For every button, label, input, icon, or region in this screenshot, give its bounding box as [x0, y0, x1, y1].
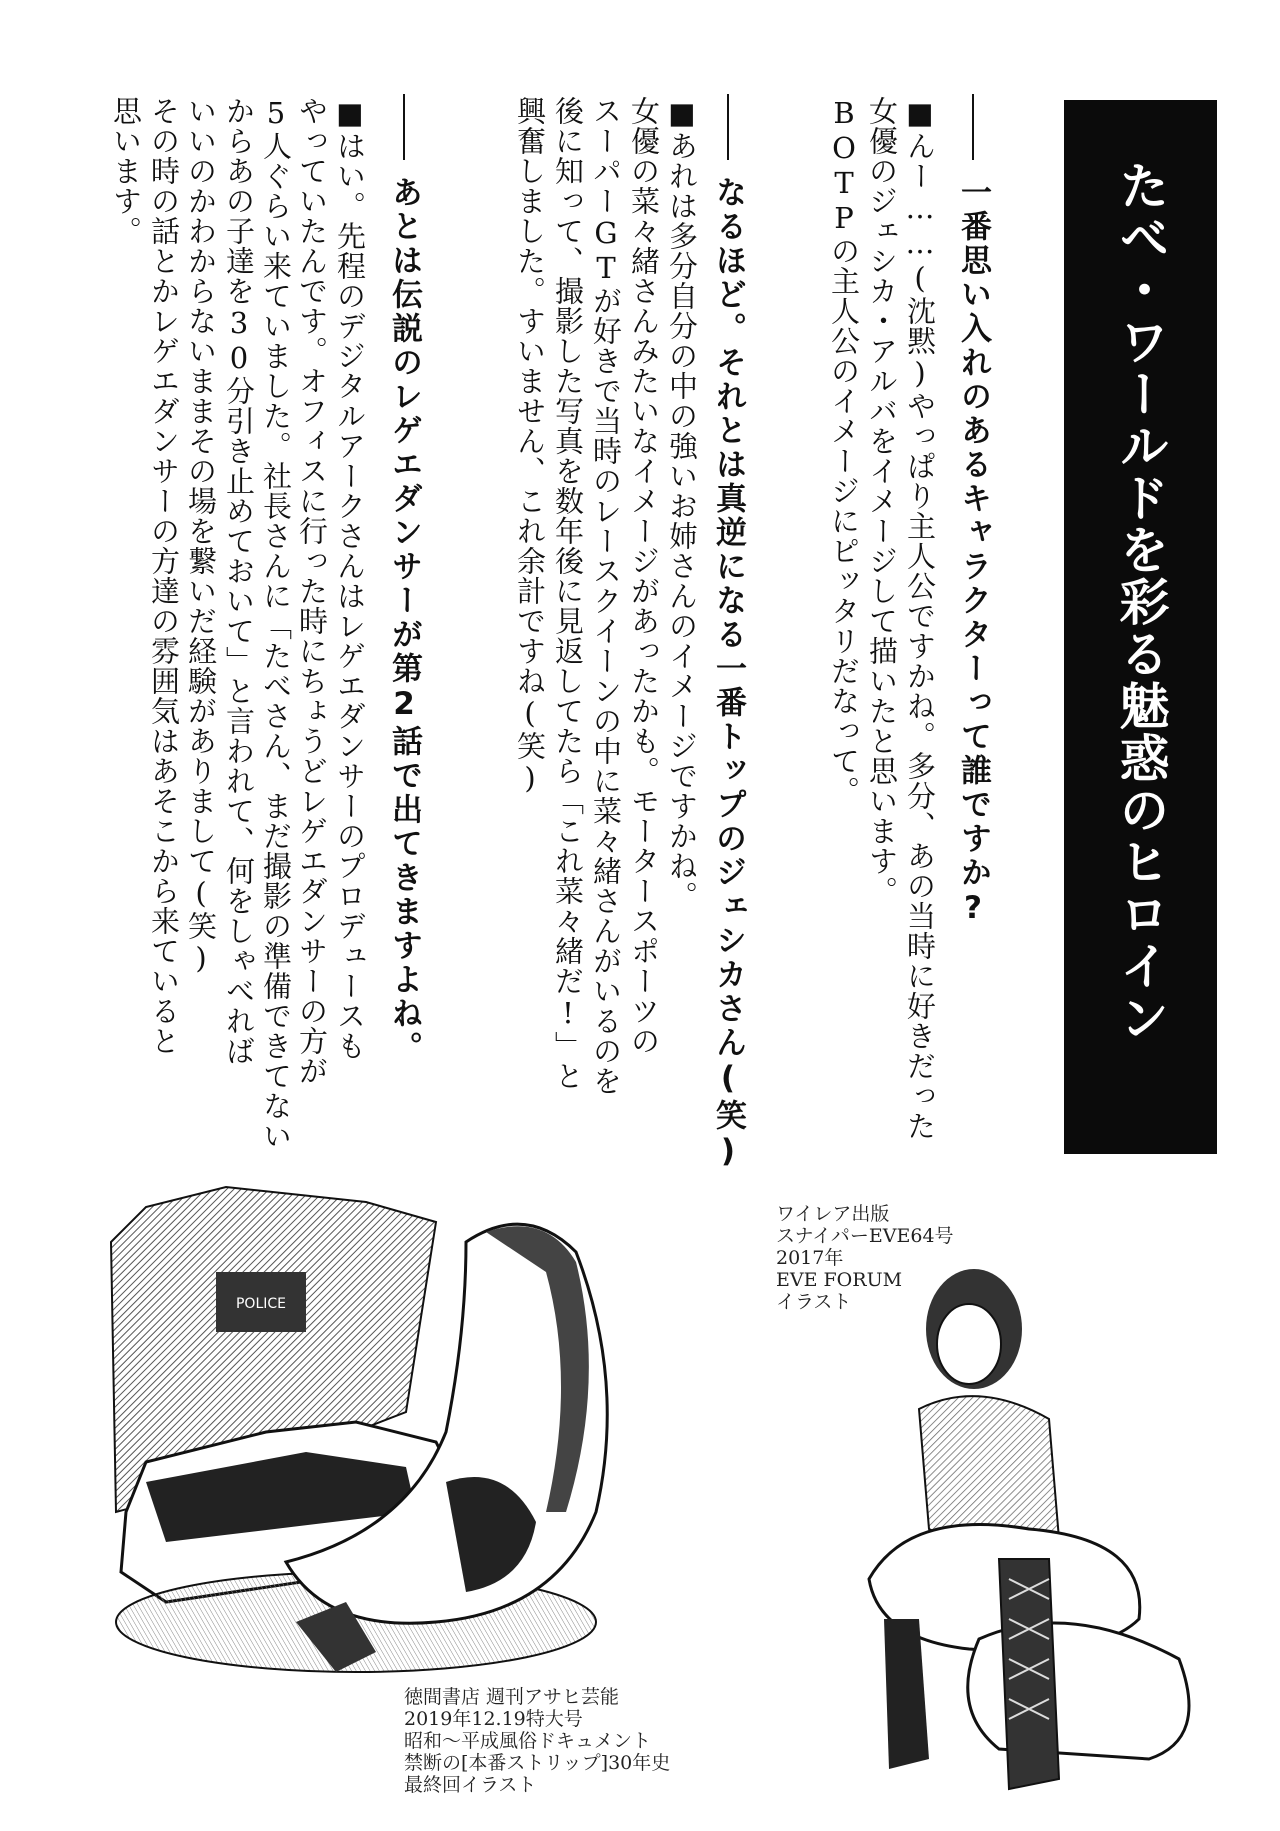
caption-line: 2019年12.19特大号 — [404, 1708, 583, 1730]
caption-line: 2017年 — [776, 1247, 844, 1269]
answer-3-line: 5人ぐらい来ていました。社長さんに「たべさん、まだ撮影の準備できてない — [259, 96, 293, 1151]
sock — [884, 1619, 929, 1769]
heading-dash — [972, 94, 974, 160]
answer-1-line: 女優のジェシカ・アルバをイメージして描いたと思います。 — [865, 96, 899, 906]
caption-line: スナイパーEVE64号 — [776, 1225, 954, 1247]
answer-1-line: BOTPの主人公のイメージにピッタリだなって。 — [827, 96, 861, 806]
caption-line: イラスト — [776, 1291, 852, 1313]
interview-question-3: あとは伝説のレゲエダンサーが第2話で出てきますよね。 — [386, 176, 422, 1065]
heading-dash — [727, 94, 729, 160]
interview-question-2: なるほど。それとは真逆になる一番トップのジェシカさん(笑) — [710, 176, 746, 1172]
answer-3-line: 思います。 — [109, 96, 143, 246]
caption-left — [404, 1686, 670, 1796]
answer-2-line: 興奮しました。すいません、これ余計ですね(笑) — [513, 96, 547, 796]
illustration-eve-forum — [849, 1259, 1211, 1799]
lace-up-boot — [999, 1559, 1059, 1789]
answer-2-line: スーパーGTが好きで当時のレースクイーンの中に菜々緒さんがいるのを — [589, 96, 623, 1096]
answer-3-line: いいのかわからないままその場を繋いだ経験がありまして(笑) — [184, 96, 218, 976]
heading-dash — [403, 94, 405, 160]
answer-1-line: ■んー……(沈黙)やっぱり主人公ですかね。多分、あの当時に好きだった — [903, 96, 937, 1141]
title-banner — [1064, 100, 1217, 1154]
face — [937, 1304, 1001, 1384]
answer-3-line: やっていたんです。オフィスに行った時にちょうどレゲエダンサーの方が — [295, 96, 329, 1086]
page-title: たべ・ワールドを彩る魅惑のヒロイン — [1111, 160, 1170, 1044]
caption-line: 最終回イラスト — [404, 1774, 537, 1796]
answer-3-line: からあの子達を30分引き止めておいて」と言われて、何をしゃべれば — [222, 96, 256, 1066]
answer-2-line: 後に知って、撮影した写真を数年後に見返してたら「これ菜々緒だ!」と — [551, 96, 585, 1091]
answer-2-line: ■あれは多分自分の中の強いお姉さんのイメージですかね。 — [665, 96, 699, 911]
caption-line: EVE FORUM — [776, 1269, 903, 1291]
interview-question-1: 一番思い入れのあるキャラクターって誰ですか? — [955, 176, 991, 929]
man-figure — [968, 1623, 1189, 1759]
caption-line: 昭和〜平成風俗ドキュメント — [404, 1730, 652, 1752]
illustration-police-car-scene — [106, 1182, 672, 1684]
caption-line: 徳間書店 週刊アサヒ芸能 — [404, 1686, 620, 1708]
police-label: POLICE — [235, 1296, 287, 1312]
caption-line: 禁断の[本番ストリップ]30年史 — [404, 1752, 671, 1774]
answer-3-line: その時の話とかレゲエダンサーの方達の雰囲気はあそこから来ていると — [147, 96, 181, 1056]
answer-2-line: 女優の菜々緒さんみたいなイメージがあったかも。モータースポーツの — [627, 96, 661, 1056]
answer-3-line: ■はい。先程のデジタルアークさんはレゲエダンサーのプロデュースも — [333, 96, 367, 1061]
caption-line: ワイレア出版 — [776, 1203, 890, 1225]
